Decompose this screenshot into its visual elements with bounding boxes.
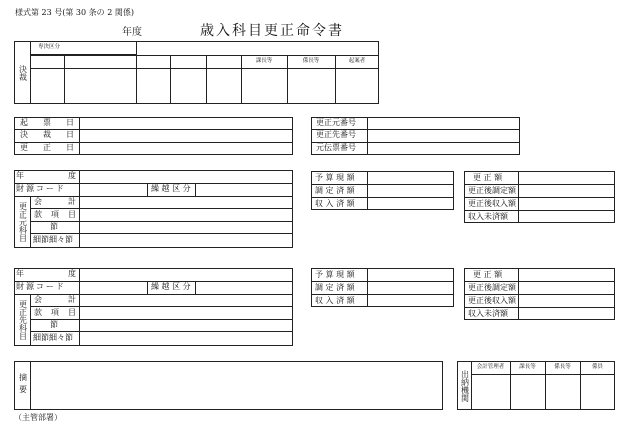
moto-shunyu: 収 入 済 額 [315, 199, 355, 208]
suito-kakariin: 係員 [591, 364, 603, 371]
date-kessai: 決 裁 日 [20, 130, 74, 139]
moto-kosei-shunyu: 更正後収入額 [468, 199, 516, 208]
suito-kakaricho: 係長等 [554, 364, 571, 371]
saki-minou: 収入未済額 [468, 309, 508, 318]
moto-kosei-chotei: 更正後調定額 [468, 186, 516, 195]
saki-kurikoshi: 繰 越 区 分 [151, 282, 191, 291]
saki-kaikei: 会 計 [34, 295, 76, 304]
suito-kacho: 課長等 [519, 364, 536, 371]
moto-side-label: 更正元科目 [18, 202, 28, 242]
nendo-label: 年度 [122, 27, 142, 38]
moto-kurikoshi: 繰 越 区 分 [151, 184, 191, 193]
role-kiansha: 起案者 [348, 57, 366, 64]
moto-kankomoku: 款 項 目 [34, 210, 76, 219]
role-kakaricho: 係長等 [302, 57, 320, 64]
saki-yosan: 予 算 現 額 [315, 270, 355, 279]
moto-setsu: 節 [50, 222, 58, 231]
moto-kosei-gaku: 更 正 額 [473, 173, 503, 182]
saki-side-label: 更正先科目 [18, 300, 28, 340]
suito-kaikei-kanrisha: 会計管理者 [476, 364, 505, 371]
saki-kosei-gaku: 更 正 額 [473, 270, 503, 279]
form-number: 様式第 23 号(第 30 条の 2 関係) [15, 8, 134, 17]
saki-kankomoku: 款 項 目 [34, 308, 76, 317]
saki-zaigen: 財 源 コ ー ド [16, 282, 64, 291]
kessai-label: 決裁 [18, 65, 28, 81]
saki-shunyu: 収 入 済 額 [315, 296, 355, 305]
page-title: 歳入科目更正命令書 [200, 23, 344, 39]
moto-nendo: 年 度 [16, 171, 76, 180]
ref-saki: 更正先番号 [316, 130, 356, 139]
suito-label: 出納機関 [460, 370, 470, 402]
saki-kosei-chotei: 更正後調定額 [468, 283, 516, 292]
saki-kosei-shunyu: 更正後収入額 [468, 296, 516, 305]
saki-saisetsu: 細節細々節 [33, 333, 73, 342]
moto-yosan: 予 算 現 額 [315, 173, 355, 182]
moto-kaikei: 会 計 [34, 197, 76, 206]
saki-setsu: 節 [50, 320, 58, 329]
moto-zaigen: 財 源 コ ー ド [16, 184, 64, 193]
tekiyo-label: 摘要 [18, 373, 28, 397]
moto-saisetsu: 細節細々節 [33, 235, 73, 244]
jimu-kubun-label: 専決区分 [38, 44, 61, 50]
ref-moto: 更正元番号 [316, 118, 356, 127]
date-kihyo: 起 票 日 [20, 118, 74, 127]
role-kacho: 課長等 [255, 57, 273, 64]
saki-chotei: 調 定 済 額 [315, 283, 355, 292]
saki-nendo: 年 度 [16, 269, 76, 278]
moto-minou: 収入未済額 [468, 212, 508, 221]
ref-denpyo: 元伝票番号 [316, 143, 356, 152]
date-kosei: 更 正 日 [20, 143, 74, 152]
moto-chotei: 調 定 済 額 [315, 186, 355, 195]
shukan-busho: （主管部署） [14, 413, 62, 422]
